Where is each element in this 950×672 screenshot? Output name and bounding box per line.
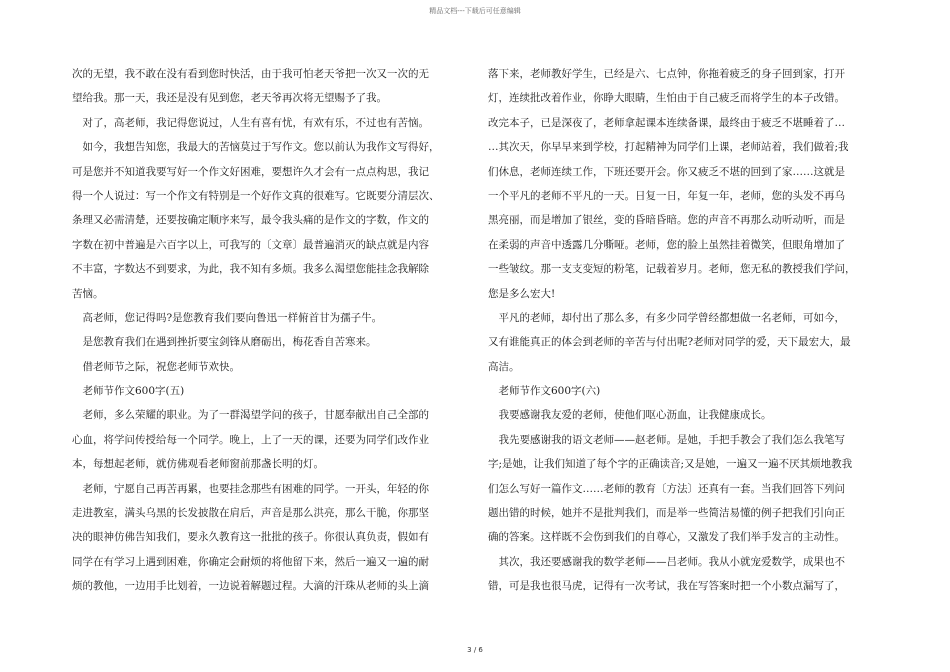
- text-line: 落下来，老师教好学生，已经是六、七点钟，你拖着疲乏的身子回到家，打开: [488, 68, 845, 80]
- text-line: 决的眼神仿佛告知我们，要永久教育这一批批的孩子。你很认真负责，假如有: [72, 531, 429, 544]
- text-line: 您是多么宏大!: [488, 287, 556, 300]
- text-line: 平凡的老师，却付出了那么多，有多少同学曾经都想做一名老师，可如今，: [488, 311, 845, 324]
- text-line: 我要感谢我友爱的老师，使他们呕心沥血，让我健康成长。: [488, 409, 772, 422]
- text-line: 灯，连续批改着作业，你睁大眼睛，生怕由于自己疲乏而将学生的本子改错。: [488, 92, 845, 105]
- text-line: 苦恼。: [72, 287, 104, 300]
- text-line: 望给我。那一天，我还是没有见到您，老天爷再次将无望赐予了我。: [72, 92, 387, 105]
- text-line: 们怎么写好一篇作文……老师的教育〔方法〕还真有一套。当我们回答下列问: [488, 482, 845, 495]
- text-line: 借老师节之际，祝您老师节欢快。: [72, 360, 240, 373]
- text-line: 改完本子，已是深夜了，老师拿起课本连续备课，最终由于疲乏不堪睡着了…: [488, 116, 845, 129]
- text-line: 同学在有学习上遇到困难，你确定会耐烦的将他留下来，然后一遍又一遍的耐: [72, 555, 429, 568]
- text-line: 老师，多么荣耀的职业。为了一群渴望学问的孩子，甘愿奉献出自己全部的: [72, 409, 429, 422]
- page-number: 3 / 6: [467, 646, 483, 654]
- text-line: 老师节作文600字(五): [72, 385, 185, 398]
- text-line: 如今，我想告知您，我最大的苦恼莫过于写作文。您以前认为我作文写得好，: [72, 141, 440, 154]
- text-line: 其次，我还要感谢我的数学老师——吕老师。我从小就宠爱数学，成果也不: [488, 555, 845, 568]
- text-line: 本，每想起老师，就仿佛观看老师窗前那盏长明的灯。: [72, 458, 324, 471]
- text-line: 字;是她，让我们知道了每个字的正确读音;又是她，一遍又一遍不厌其烦地教我: [488, 458, 853, 471]
- text-line: 心血，将学问传授给每一个同学。晚上，上了一天的课，还要为同学们改作业: [72, 433, 429, 446]
- text-line: 字数在初中普遍是六百字以上，可我写的〔文章〕最普遍消灭的缺点就是内容: [72, 238, 429, 251]
- page-header: 精品文档---下载后可任意编辑: [429, 7, 521, 15]
- text-line: 老师节作文600字(六): [488, 385, 601, 398]
- text-line: 一个平凡的老师不平凡的一天。日复一日，年复一年，老师，您的头发不再乌: [488, 189, 845, 202]
- text-line: 一些皱纹。那一支支变短的粉笔，记载着岁月。老师，您无私的教授我们学问，: [488, 263, 856, 276]
- text-line: 是您教育我们在遇到挫折要宝剑锋从磨砺出，梅花香自苦寒来。: [72, 336, 377, 349]
- right-column: [488, 62, 880, 599]
- text-line: 高洁。: [488, 360, 520, 373]
- left-column: [72, 62, 464, 599]
- text-line: 我先要感谢我的语文老师——赵老师。是她，手把手教会了我们怎么我笔写: [488, 433, 845, 446]
- text-line: 条理又必需清楚，还要按确定顺序来写，最令我头痛的是作文的字数，作文的: [72, 214, 429, 227]
- text-line: 们休息，老师连续工作，下班还要开会。你又疲乏不堪的回到了家……这就是: [488, 165, 845, 178]
- text-line: 又有谁能真正的体会到老师的辛苦与付出呢?老师对同学的爱，天下最宏大，最: [488, 336, 851, 349]
- text-line: 在柔弱的声音中透露几分嘶哑。老师，您的脸上虽然挂着微笑，但眼角增加了: [488, 238, 845, 251]
- text-line: 次的无望，我不敢在没有看到您时快活，由于我可怕老天爷把一次又一次的无: [72, 68, 429, 80]
- text-line: 得一个人说过：写一个作文有特别是一个好作文真的很难写。它既要分清层次、: [72, 189, 440, 202]
- text-line: 确的答案。这样既不会伤到我们的自尊心，又激发了我们举手发言的主动性。: [488, 531, 845, 544]
- text-line: 老师，宁愿自己再苦再累，也要挂念那些有困难的同学。一开头，年轻的你: [72, 482, 429, 495]
- text-line: 黑亮丽，而是增加了银丝，变的昏暗昏暗。您的声音不再那么动听动听，而是: [488, 214, 845, 227]
- text-line: 烦的教他，一边用手比划着，一边说着解题过程。大滴的汗珠从老师的头上滴: [72, 580, 429, 593]
- text-line: 不丰富，字数达不到要求，为此，我不知有多烦。我多么渴望您能挂念我解除: [72, 263, 429, 276]
- text-line: 可是您并不知道我要写好一个作文好困难，要想许久才会有一点点构思，我记: [72, 165, 429, 178]
- text-line: 错，可是我也很马虎，记得有一次考试，我在写答案时把一个小数点漏写了，: [488, 580, 845, 593]
- text-line: …其次天，你早早来到学校，打起精神为同学们上课，老师站着，我们做着;我: [488, 141, 849, 154]
- text-line: 高老师，您记得吗?是您教育我们要向鲁迅一样俯首甘为孺子牛。: [72, 311, 383, 324]
- text-line: 走进教室，满头乌黑的长发披散在肩后，声音是那么洪亮，那么干脆，你那坚: [72, 507, 429, 520]
- text-line: 对了，高老师，我记得您说过，人生有喜有忧，有欢有乐，不过也有苦恼。: [72, 116, 429, 129]
- text-line: 题出错的时候，她并不是批判我们，而是举一些简洁易懂的例子把我们引向正: [488, 507, 845, 520]
